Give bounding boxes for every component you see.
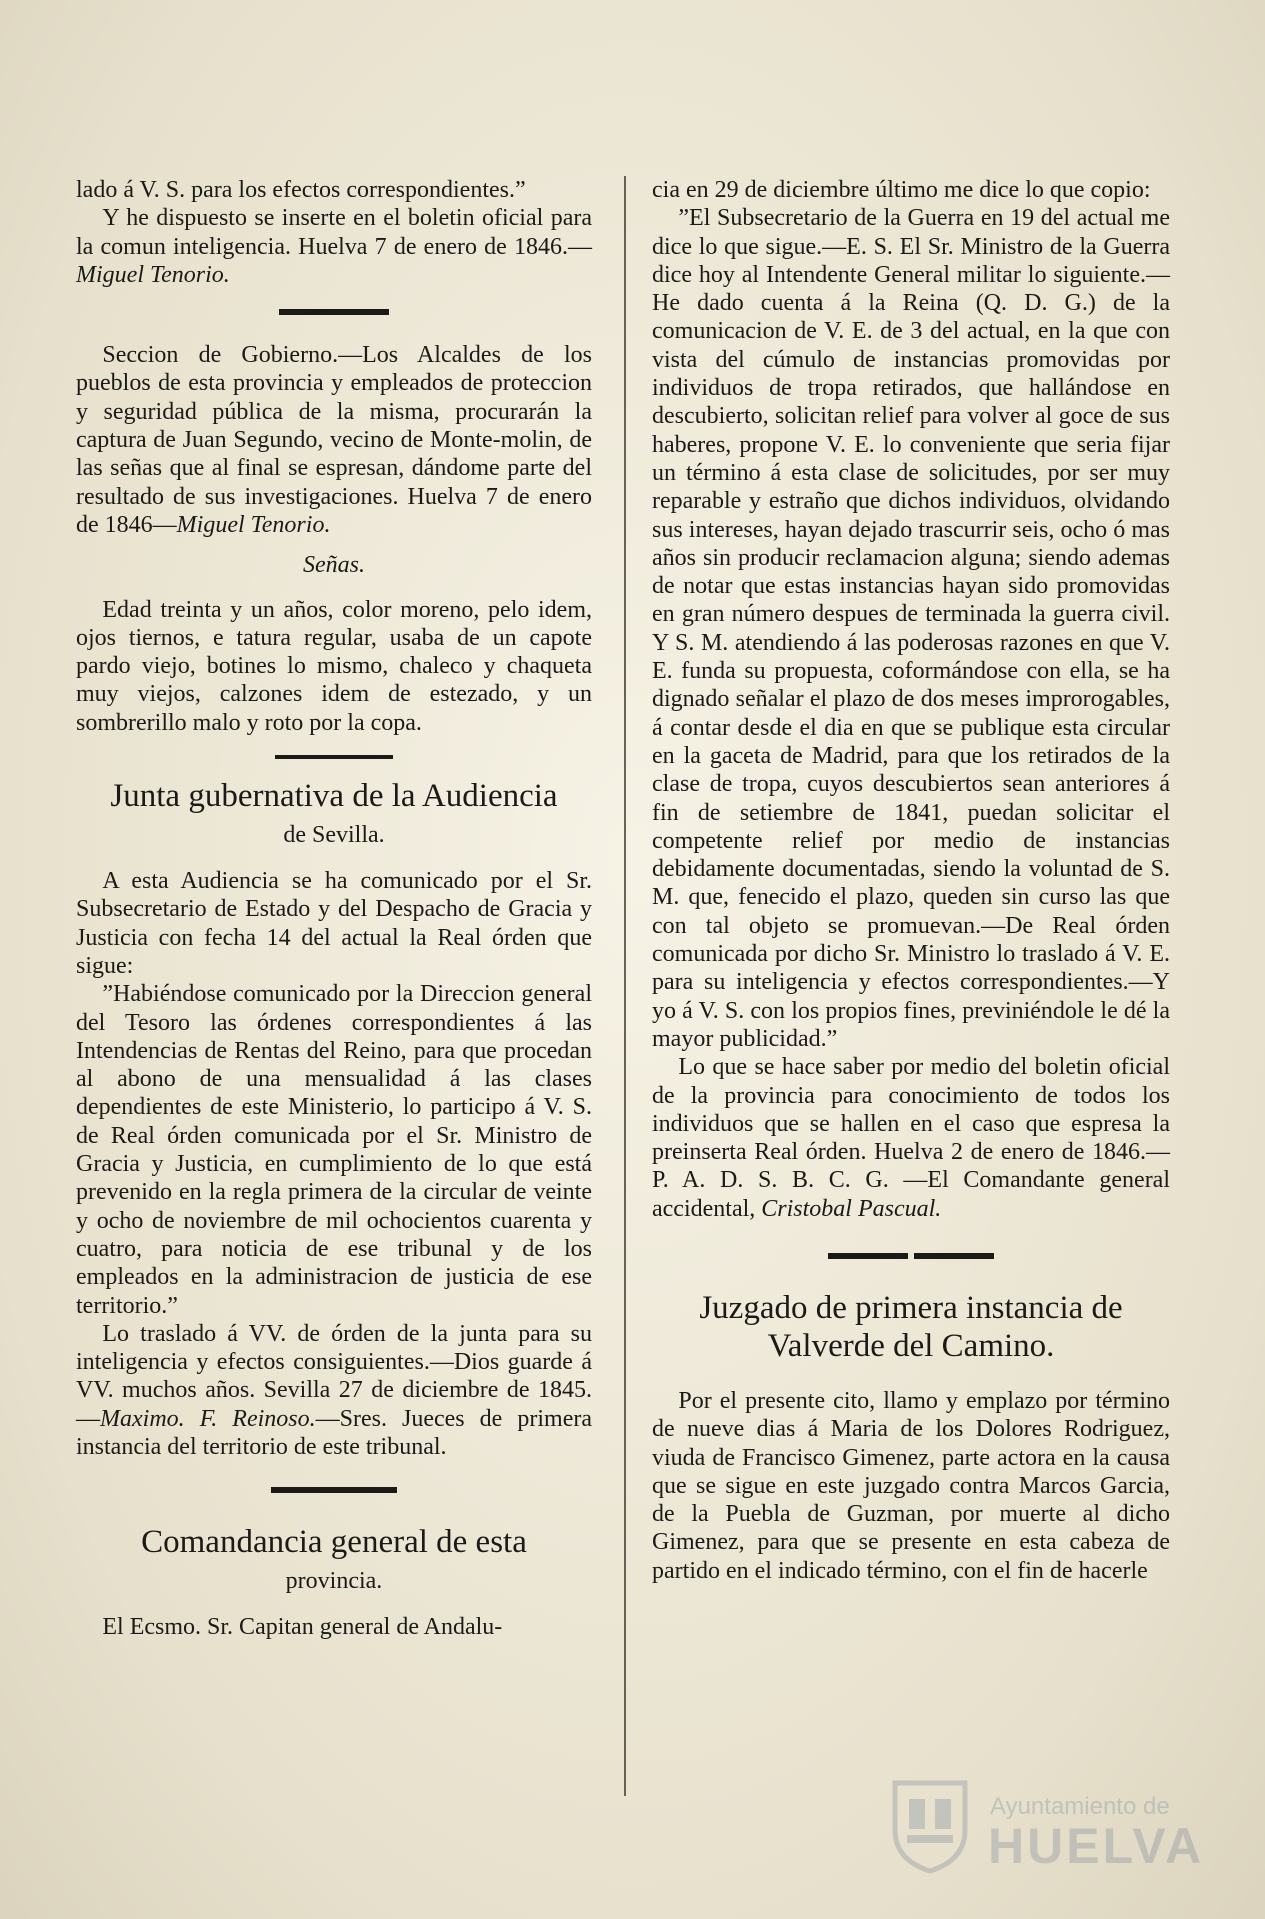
gobierno-signature: Miguel Tenorio. bbox=[176, 511, 331, 538]
section-divider bbox=[279, 309, 389, 315]
section-divider bbox=[271, 1487, 397, 1493]
juzgado-paragraph-1: Por el presente cito, llamo y emplazo por término de nueve dias á Maria de los Dolores Rodriguez, viuda de Francisco Gimenez, parte actora en la causa que se sigue en este juzgado contra Marcos Garcia, de la Puebla de Guzman, por muerte al dicho Gimenez, para que se presente en esta cabeza de partido en el indicado término, con el fin de hacerle bbox=[652, 1387, 1170, 1584]
city-shield-icon bbox=[885, 1775, 975, 1875]
senas-paragraph: Edad treinta y un años, color moreno, pelo idem, ojos tiernos, e tatura regular, usaba de un capote pardo viejo, botines lo mismo, chaleco y chaqueta muy viejos, calzones idem de estezado, y un sombrerillo malo y roto por la copa. bbox=[76, 596, 592, 736]
junta-heading: Junta gubernativa de la Audiencia bbox=[110, 778, 558, 815]
column-divider bbox=[624, 176, 626, 1796]
right-column bbox=[652, 176, 1170, 1585]
left-paragraph-1: lado á V. S. para los efectos correspondientes.” bbox=[76, 177, 526, 203]
watermark bbox=[885, 1775, 1205, 1885]
section-divider bbox=[652, 1253, 1170, 1259]
right-paragraph-2: ”El Subsecretario de la Guerra en 19 del actual me dice lo que sigue.—E. S. El Sr. Ministro de la Guerra dice hoy al Intendente General militar lo siguiente.—He dado cuenta á la Reina (Q. D. G.) de la comunicacion de V. E. de 3 del actual, en la que con vista del cúmulo de instancias promovidas por individuos de tropa retirados, que hallándose en descubierto, solicitan relief para volver al goce de sus haberes, propone V. E. lo conveniente que seria fijar un término á esta clase de solicitudes, por ser muy reparable y estraño que dichos individuos, olvidando sus intereses, hayan dejado trascurrir seis, ocho ó mas años sin producir reclamacion alguna; siendo ademas de notar que estas instancias hayan sido promovidas en gran número despues de terminada la guerra civil. Y S. M. atendiendo á las poderosas razones en que V. E. funda su propuesta, coformándose con ella, se ha dignado señalar el plazo de dos meses improrogables, á contar desde el dia en que se publique esta circular en la gaceta de Madrid, para que los retirados de la clase de tropa, cuyos descubiertos sean anteriores á fin de setiembre de 1841, puedan solicitar el competente relief por medio de instancias debidamente documentadas, siendo la voluntad de S. M. que, fenecido el plazo, queden sin curso las que con tal objeto se promuevan.—De Real órden comunicada por dicho Sr. Ministro lo traslado á V. E. para su inteligencia y efectos correspondientes.—Y yo á V. S. con los propios fines, previniéndole le dé la mayor publicidad.” bbox=[652, 205, 1170, 1052]
junta-paragraph-3-tail: —Sres. Jueces de primera instancia del territorio de este tribunal. bbox=[76, 1405, 593, 1460]
section-divider bbox=[275, 755, 393, 759]
senas-title: Señas. bbox=[303, 552, 365, 579]
left-paragraph-2-text: Y he dispuesto se inserte en el boletin oficial para la comun inteligencia. Huelva 7 de enero de 1846.— bbox=[76, 205, 592, 260]
junta-subheading: de Sevilla. bbox=[283, 822, 385, 849]
left-paragraph-2 bbox=[76, 204, 592, 289]
comandancia-subheading: provincia. bbox=[285, 1568, 383, 1595]
left-paragraph-2-signature: Miguel Tenorio. bbox=[76, 261, 230, 288]
gobierno-paragraph bbox=[76, 341, 592, 539]
comandancia-heading: Comandancia general de esta bbox=[141, 1524, 527, 1561]
gobierno-paragraph-text: Seccion de Gobierno.—Los Alcaldes de los pueblos de esta provincia y empleados de proteccion y seguridad pública de la misma, procurarán la captura de Juan Segundo, vecino de Monte-molin, de las señas que al final se espresan, dándome parte del resultado de sus investigaciones. Huelva 7 de enero de 1846— bbox=[76, 342, 592, 538]
right-paragraph-3-text: Lo que se hace saber por medio del boletin oficial de la provincia para conocimiento de todos los individuos que se hallen en el caso que espresa la preinserta Real órden. Huelva 2 de enero de 1846.—P. A. D. S. B. C. G. —El Comandante general accidental, bbox=[652, 1054, 1170, 1222]
junta-paragraph-1: A esta Audiencia se ha comunicado por el Sr. Subsecretario de Estado y del Despacho de Gracia y Justicia con fecha 14 del actual la Real órden que sigue: bbox=[76, 868, 592, 979]
left-column bbox=[76, 176, 592, 1642]
junta-paragraph-3-text: Lo traslado á VV. de órden de la junta para su inteligencia y efectos consiguientes.—Dios guarde á VV. muchos años. Sevilla 27 de diciembre de 1845.— bbox=[76, 1320, 592, 1432]
juzgado-heading: Juzgado de primera instancia de Valverde del Camino. bbox=[699, 1289, 1123, 1364]
right-paragraph-3-signature: Cristobal Pascual. bbox=[761, 1195, 942, 1222]
junta-signature: Maximo. F. Reinoso. bbox=[100, 1405, 316, 1432]
junta-paragraph-3 bbox=[76, 1320, 592, 1461]
watermark-line-2: HUELVA bbox=[988, 1818, 1205, 1874]
watermark-line-1: Ayuntamiento de bbox=[990, 1793, 1170, 1820]
junta-paragraph-2: ”Habiéndose comunicado por la Direccion general del Tesoro las órdenes correspondientes á las Intendencias de Rentas del Reino, para que procedan al abono de una mensualidad á las clases dependientes de este Ministerio, lo participo á V. S. de Real órden comunicada por el Sr. Ministro de Gracia y Justicia, en cumplimiento de lo que está prevenido en la regla primera de la circular de veinte y ocho de noviembre de mil ochocientos cuarenta y cuatro, para noticia de ese tribunal y de los empleados en la administracion de justicia de ese territorio.” bbox=[76, 981, 592, 1319]
comandancia-paragraph-1: El Ecsmo. Sr. Capitan general de Andalu- bbox=[102, 1614, 503, 1641]
right-paragraph-1: cia en 29 de diciembre último me dice lo que copio: bbox=[652, 177, 1151, 203]
right-paragraph-3 bbox=[652, 1053, 1170, 1223]
